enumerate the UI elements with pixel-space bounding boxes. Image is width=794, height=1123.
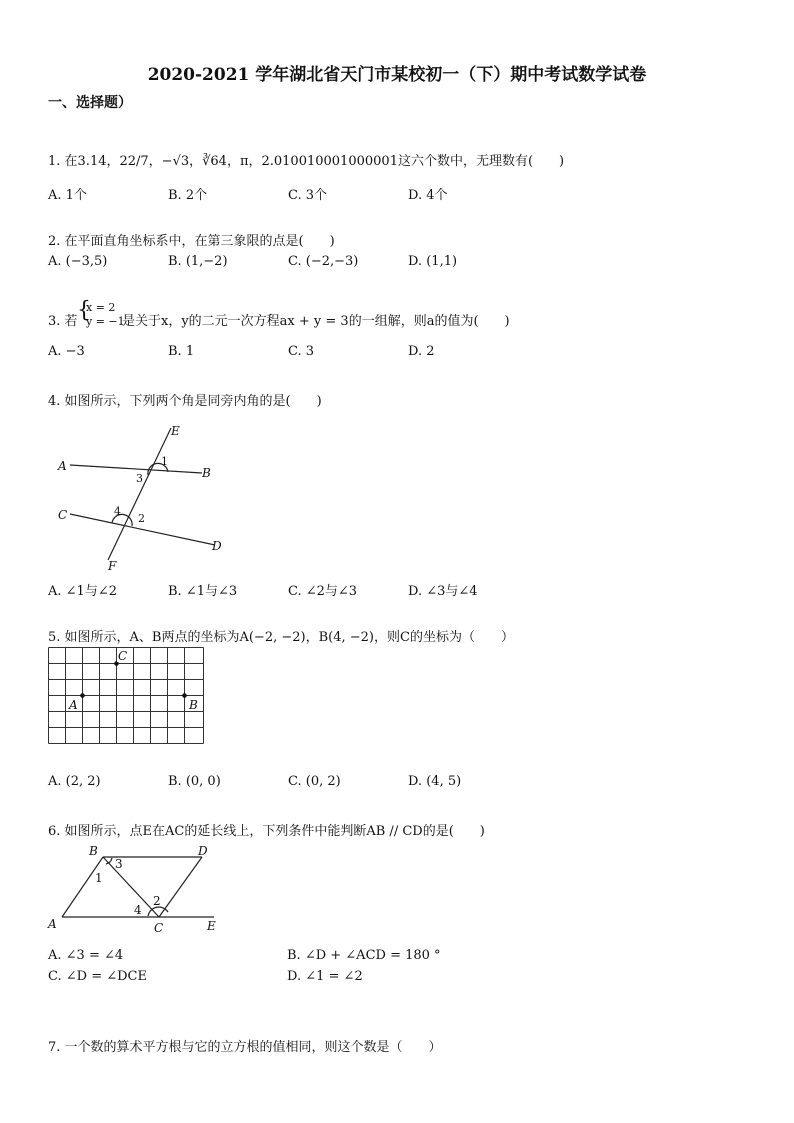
q5-option-a: A. (2, 2) xyxy=(48,774,101,789)
question-2-stem: 2. 在平面直角坐标系中，在第三象限的点是( ) xyxy=(48,234,335,249)
q4-option-a: A. ∠1与∠2 xyxy=(48,584,117,599)
point-b xyxy=(182,693,187,698)
q2-option-b: B. (1,−2) xyxy=(168,254,228,269)
question-5-stem: 5. 如图所示，A、B两点的坐标为A(−2, −2)，B(4, −2)，则C的坐标为（ ） xyxy=(48,630,514,645)
q4-option-d: D. ∠3与∠4 xyxy=(408,584,478,599)
question-7-stem: 7. 一个数的算术平方根与它的立方根的值相同，则这个数是（ ） xyxy=(48,1040,442,1055)
angle-label-3: 3 xyxy=(136,472,143,485)
label-c: C xyxy=(118,649,128,663)
line-ef xyxy=(108,428,171,560)
q5-option-d: D. (4, 5) xyxy=(408,774,462,789)
angle-label-2: 2 xyxy=(153,894,161,908)
angle-label-1: 1 xyxy=(161,455,168,468)
label-a: A xyxy=(69,698,78,712)
label-e: E xyxy=(207,919,216,933)
label-e: E xyxy=(171,424,180,438)
line-ab xyxy=(62,857,103,917)
q1-option-b: B. 2个 xyxy=(168,188,208,203)
q1-option-d: D. 4个 xyxy=(408,188,448,203)
angle-label-3: 3 xyxy=(115,857,123,871)
label-c: C xyxy=(154,921,164,935)
figure-6-parallelogram xyxy=(44,842,234,937)
label-d: D xyxy=(198,844,208,858)
system-eq-bottom: y = −1 xyxy=(86,315,125,328)
q1-option-c: C. 3个 xyxy=(288,188,328,203)
page-title: 2020-2021 学年湖北省天门市某校初一（下）期中考试数学试卷 xyxy=(147,65,647,85)
q6-option-a: A. ∠3 = ∠4 xyxy=(48,948,124,963)
question-4-stem: 4. 如图所示，下列两个角是同旁内角的是( ) xyxy=(48,394,322,409)
angle-label-2: 2 xyxy=(138,512,145,525)
label-c: C xyxy=(58,508,68,522)
q2-option-c: C. (−2,−3) xyxy=(288,254,359,269)
line-dc xyxy=(159,857,202,917)
question-3-prefix: 3. 若 xyxy=(48,314,78,329)
angle-label-4: 4 xyxy=(114,505,121,518)
label-b: B xyxy=(202,466,211,480)
label-a: A xyxy=(48,917,57,931)
section-heading: 一、选择题） xyxy=(48,95,132,111)
q1-option-a: A. 1个 xyxy=(48,188,87,203)
system-brace: { xyxy=(77,298,91,323)
point-a xyxy=(80,693,85,698)
question-6-stem: 6. 如图所示，点E在AC的延长线上，下列条件中能判断AB // CD的是( ) xyxy=(48,824,485,839)
q4-option-c: C. ∠2与∠3 xyxy=(288,584,358,599)
q2-option-a: A. (−3,5) xyxy=(48,254,108,269)
label-f: F xyxy=(108,559,117,573)
system-eq-top: x = 2 xyxy=(86,301,116,314)
q6-option-d: D. ∠1 = ∠2 xyxy=(287,969,363,984)
angle-label-1: 1 xyxy=(95,871,103,885)
line-bc xyxy=(103,857,159,917)
figure-5-grid xyxy=(48,647,206,745)
q3-option-a: A. −3 xyxy=(48,344,85,359)
q2-option-d: D. (1,1) xyxy=(408,254,458,269)
q5-option-c: C. (0, 2) xyxy=(288,774,341,789)
label-a: A xyxy=(58,459,67,473)
q3-option-c: C. 3 xyxy=(288,344,315,359)
question-3-stem: 是关于x，y的二元一次方程ax + y = 3的一组解，则a的值为( ) xyxy=(122,314,510,329)
angle-label-4: 4 xyxy=(134,903,142,917)
q4-option-b: B. ∠1与∠3 xyxy=(168,584,238,599)
label-b: B xyxy=(189,698,198,712)
q5-option-b: B. (0, 0) xyxy=(168,774,221,789)
q6-option-b: B. ∠D + ∠ACD = 180 ° xyxy=(287,948,441,963)
q3-option-b: B. 1 xyxy=(168,344,195,359)
question-1-stem: 1. 在3.14，22/7，−√3，∛64，π，2.010010001000001这六个数中，无理数有( ) xyxy=(48,154,565,169)
label-d: D xyxy=(212,539,222,553)
label-b: B xyxy=(89,844,98,858)
q3-option-d: D. 2 xyxy=(408,344,435,359)
q6-option-c: C. ∠D = ∠DCE xyxy=(48,969,147,984)
figure-4-parallel-lines xyxy=(50,420,240,575)
